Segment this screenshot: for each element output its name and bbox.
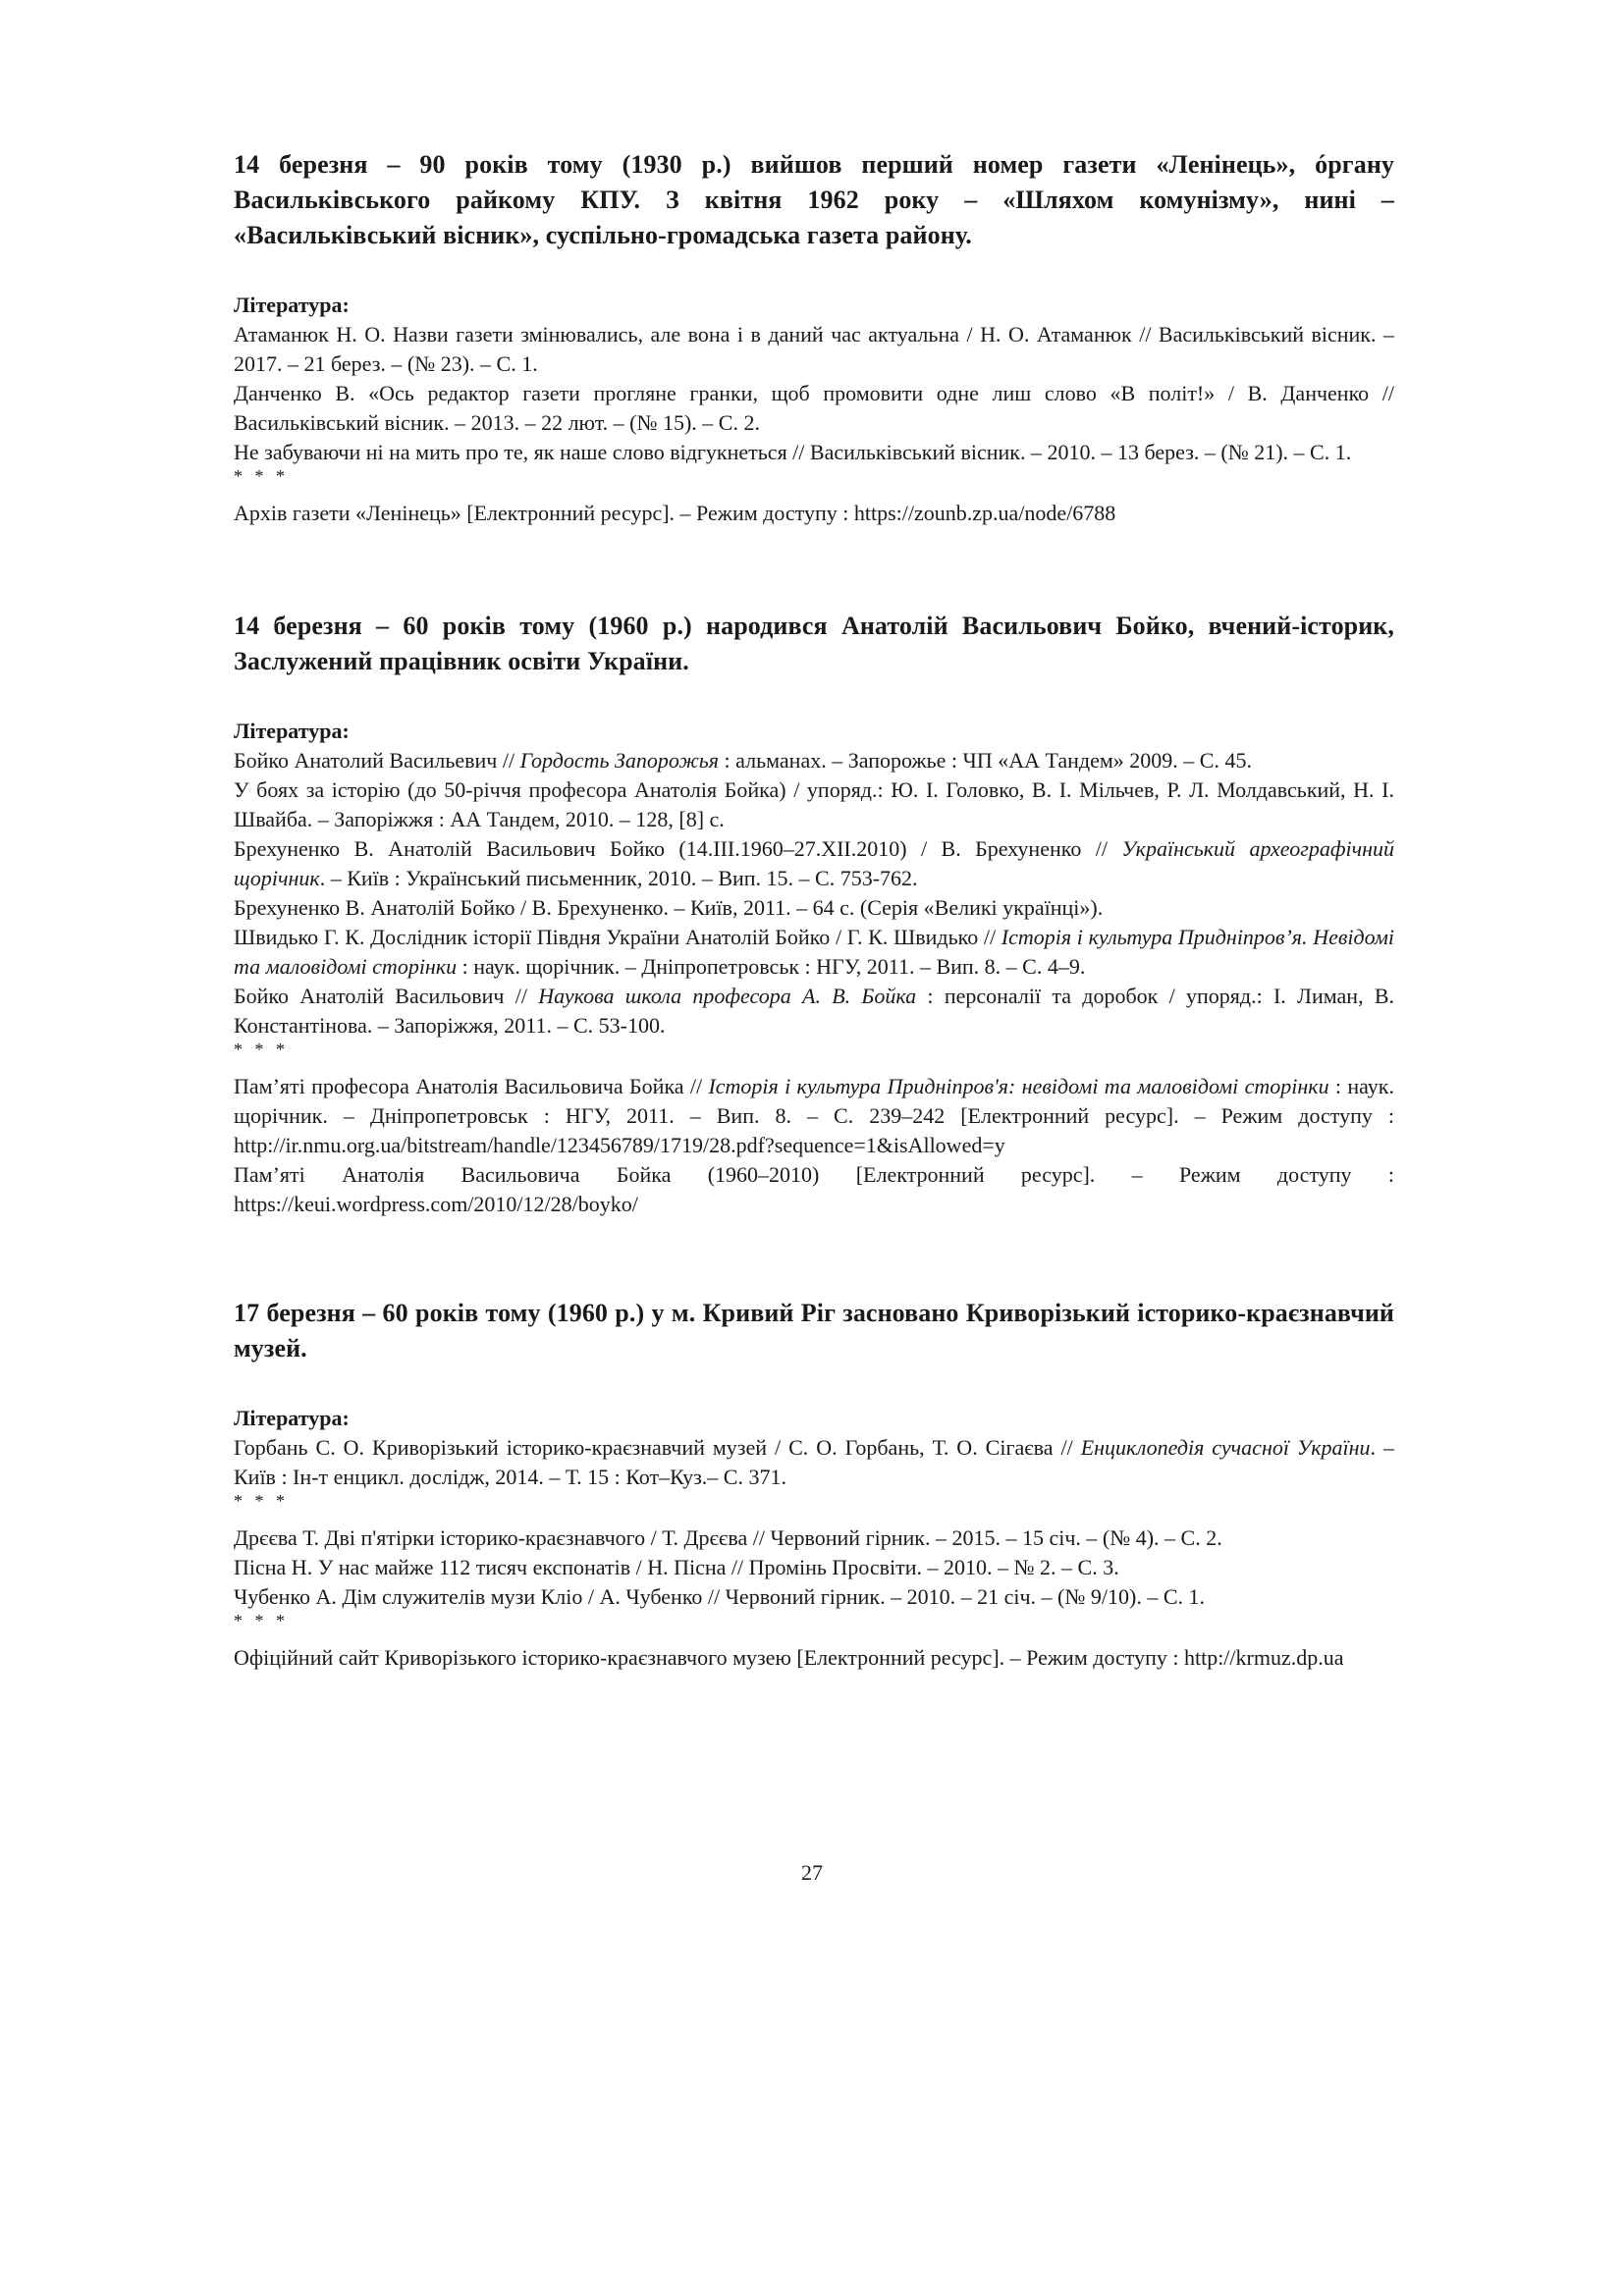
entry-text: : персоналії та доробок / упоряд.: І. Лиман, В. Константінова. – Запоріжжя, 2011. – С. 53-100. [234,984,1395,1038]
entry-italic-title: Український археографічний щорічник [234,836,1394,890]
entry-text: Горбань С. О. Криворізький історико-краєзнавчий музей / С. О. Горбань, Т. О. Сігаєва // [234,1435,1081,1460]
separator-stars: * * * [234,1491,289,1511]
event-section-1 [234,147,1394,528]
separator-stars: * * * [234,1611,289,1630]
entry-italic-title: Історія і культура Придніпров’я. Невідомі та маловідомі сторінки [234,925,1394,979]
bibliography-entry [234,1433,1394,1492]
bibliography-entry [234,746,1394,775]
entry-text: : наук. щорічник. – Дніпропетровськ : НГУ, 2011. – Вип. 8. – С. 239–242 [Електронний ресурс]. – Режим доступу : http://ir.nmu.org.ua/bitstream/handle/123456789/1719/28.pdf?sequence=1&isAllowed=y [234,1074,1394,1157]
separator-stars: * * * [234,466,289,486]
entry-text: : наук. щорічник. – Дніпропетровськ : НГУ, 2011. – Вип. 8. – С. 4–9. [457,954,1086,979]
separator-stars: * * * [234,1040,289,1059]
event-heading: 14 березня – 60 років тому (1960 р.) народився Анатолій Васильович Бойко, вчений-історик, Заслужений працівник освіти України. [234,612,1394,675]
event-section-3 [234,1296,1394,1673]
bibliography-entry: Пісна Н. У нас майже 112 тисяч експонатів / Н. Пісна // Промінь Просвіти. – 2010. – № 2. – С. 3. [234,1555,1119,1579]
document-page [234,147,1394,1673]
entry-text: : альманах. – Запорожье : ЧП «АА Тандем» 2009. – С. 45. [719,748,1252,773]
page-number: 27 [801,1860,823,1885]
entry-italic-title: Наукова школа професора А. В. Бойка [538,984,917,1008]
online-resource-entry: Архів газети «Ленінець» [Електронний ресурс]. – Режим доступу : https://zounb.zp.ua/node/6788 [234,501,1116,525]
event-heading: 14 березня – 90 років тому (1930 р.) вийшов перший номер газети «Ленінець», óргану Васильківського райкому КПУ. З квітня 1962 року – «Шляхом комунізму», нині – «Васильківський вісник», суспільно-громадська газета району. [234,150,1394,249]
entry-italic-title: Історія і культура Придніпров'я: невідомі та маловідомі сторінки [708,1074,1329,1098]
literature-label: Література: [234,719,350,743]
bibliography-entry [234,923,1394,982]
online-resource-entry [234,1072,1394,1160]
bibliography-entry: Брехуненко В. Анатолій Бойко / В. Брехуненко. – Київ, 2011. – 64 с. (Серія «Великі українці»). [234,895,1104,920]
bibliography-entry [234,834,1394,893]
bibliography-entry [234,982,1394,1041]
entry-italic-title: Енциклопедія сучасної України [1080,1435,1371,1460]
entry-text: Швидько Г. К. Дослідник історії Півдня України Анатолій Бойко / Г. К. Швидько // [234,925,1001,949]
entry-text: . – Київ : Ін-т енцикл. дослідж, 2014. – Т. 15 : Кот–Куз.– С. 371. [234,1435,1394,1489]
entry-text: Брехуненко В. Анатолій Васильович Бойко (14.ІІІ.1960–27.ХІІ.2010) / В. Брехуненко // [234,836,1122,861]
bibliography-entry: У боях за історію (до 50-річчя професора Анатолія Бойка) / упоряд.: Ю. І. Головко, В. І. Мільчев, Р. Л. Молдавський, Н. І. Швайба. – Запоріжжя : АА Тандем, 2010. – 128, [8] с. [234,777,1394,831]
bibliography-entry: Дрєєва Т. Дві п'ятірки історико-краєзнавчого / Т. Дрєєва // Червоний гірник. – 2015. – 15 січ. – (№ 4). – С. 2. [234,1525,1222,1550]
bibliography-entry: Чубенко А. Дім служителів музи Кліо / А. Чубенко // Червоний гірник. – 2010. – 21 січ. – (№ 9/10). – С. 1. [234,1584,1205,1609]
entry-text: Пам’яті професора Анатолія Васильовича Бойка // [234,1074,709,1098]
bibliography-entry: Не забуваючи ні на мить про те, як наше слово відгукнеться // Васильківський вісник. – 2010. – 13 берез. – (№ 21). – С. 1. [234,440,1352,464]
literature-label: Література: [234,1406,350,1430]
bibliography-entry: Атаманюк Н. О. Назви газети змінювались, але вона і в даний час актуальна / Н. О. Атаманюк // Васильківський вісник. – 2017. – 21 берез. – (№ 23). – С. 1. [234,322,1394,376]
literature-label: Література: [234,293,350,317]
entry-text: . – Київ : Український письменник, 2010. – Вип. 15. – С. 753-762. [319,866,918,890]
bibliography-entry: Данченко В. «Ось редактор газети прогляне гранки, щоб промовити одне лиш слово «В політ!» / В. Данченко // Васильківський вісник. – 2013. – 22 лют. – (№ 15). – С. 2. [234,381,1394,435]
event-heading: 17 березня – 60 років тому (1960 р.) у м. Кривий Ріг засновано Криворізький історико-краєзнавчий музей. [234,1299,1394,1362]
online-resource-entry: Пам’яті Анатолія Васильовича Бойка (1960–2010) [Електронний ресурс]. – Режим доступу : https://keui.wordpress.com/2010/12/28/boyko/ [234,1162,1394,1216]
entry-text: Бойко Анатолій Васильович // [234,984,539,1008]
online-resource-entry: Офіційний сайт Криворізького історико-краєзнавчого музею [Електронний ресурс]. – Режим доступу : http://krmuz.dp.ua [234,1645,1344,1670]
entry-italic-title: Гордость Запорожья [519,748,720,773]
event-section-2 [234,609,1394,1219]
entry-text: Бойко Анатолий Васильевич // [234,748,520,773]
